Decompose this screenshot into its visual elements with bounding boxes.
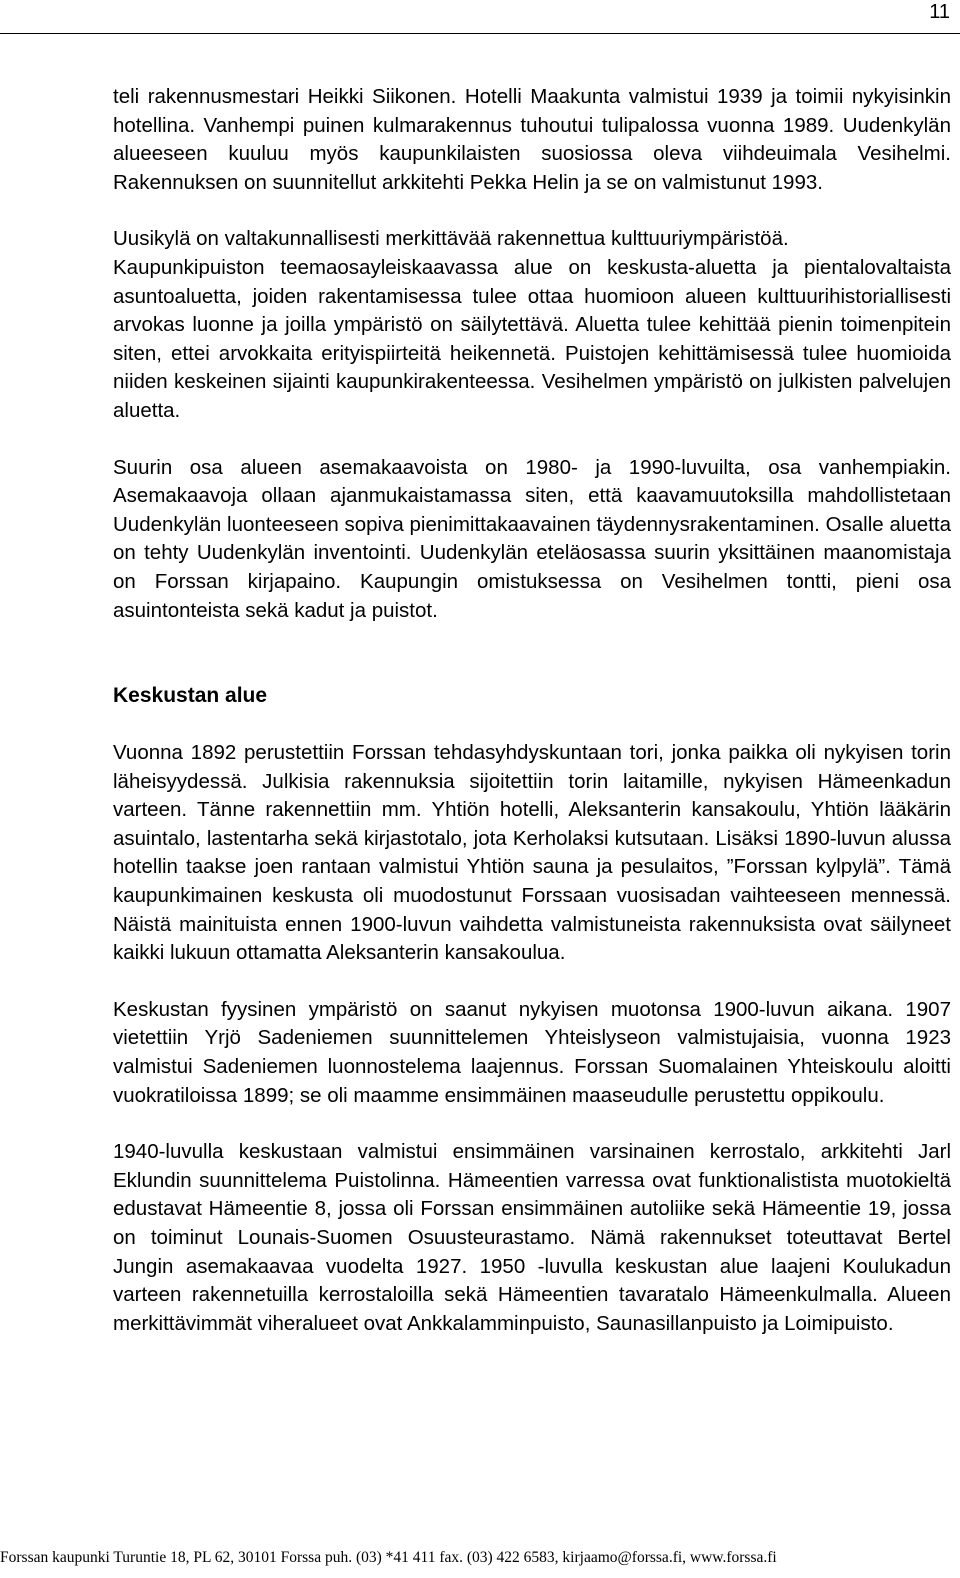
section-heading: Keskustan alue [113,684,268,708]
paragraph-center-history: Vuonna 1892 perustettiin Forssan tehdasyhdyskuntaan tori, jonka paikka oli nykyisen torin läheisyydessä. Julkisia rakennuksia sijoitettiin torin laitamille, nykyisen Hämeenkadun varteen. Tänne rakennettiin mm. Yhtiön hotelli, Aleksanterin kansakoulu, Yhtiön lääkärin asuintalo, lastentarha sekä kirjastotalo, jota Kerholaksi kutsutaan. Lisäksi 1890-luvun alussa hotellin taakse joen rantaan valmistui Yhtiön sauna ja pesulaitos, ”Forssan kylpylä”. Tämä kaupunkimainen keskusta oli muodostunut Forssaan vuosisadan vaihteeseen mennessä. Näistä mainituista ennen 1900-luvun vaihdetta valmistuneista rakennuksista ovat säilyneet kaikki lukuun ottamatta Aleksanterin kansakoulua. [113,741,951,965]
footer-contact: Forssan kaupunki Turuntie 18, PL 62, 30101 Forssa puh. (03) *41 411 fax. (03) 422 6583, kirjaamo@forssa.fi, www.forssa.fi [0,1549,777,1566]
page-number: 11 [929,1,950,23]
paragraph-center-environment: Keskustan fyysinen ympäristö on saanut nykyisen muotonsa 1900-luvun aikana. 1907 vietettiin Yrjö Sadeniemen suunnittelemen Yhteislyseon valmistujaisia, vuonna 1923 valmistui Sadeniemen luonnostelema laajennus. Forssan Suomalainen Yhteiskoulu aloitti vuokratiloissa 1899; se oli maamme ensimmäinen maaseudulle perustettu oppikoulu. [113,997,951,1107]
header-rule [0,33,960,34]
document-body [113,83,951,1338]
paragraph-zoning: Suurin osa alueen asemakaavoista on 1980- ja 1990-luvuilta, osa vanhempiakin. Asemakaavoja ollaan ajanmukaistamassa siten, että kaavamuutoksilla mahdollistetaan Uudenkylän luonteeseen sopiva pienimittakaavainen täydennysrakentaminen. Osalle aluetta on tehty Uudenkylän inventointi. Uudenkylän eteläosassa suurin yksittäinen maanomistaja on Forssan kirjapaino. Kaupungin omistuksessa on Vesihelmen tontti, pieni osa asuintonteista sekä kadut ja puistot. [113,455,951,622]
paragraph-master-plan: Kaupunkipuiston teemaosayleiskaavassa alue on keskusta-aluetta ja pientalovaltaista asuntoaluetta, joiden rakentamisessa tulee ottaa huomioon alueen kulttuurihistoriallisesti arvokas luonne ja joilla ympäristö on säilytettävä. Aluetta tulee kehittää pienin toimenpitein siten, ettei arvokkaita erityispiirteitä heikennetä. Puistojen kehittämisessä tulee huomioida niiden keskeinen sijainti kaupunkirakenteessa. Vesihelmen ympäristö on julkisten palvelujen aluetta. [113,255,951,422]
paragraph-uusikyla-buildings: teli rakennusmestari Heikki Siikonen. Hotelli Maakunta valmistui 1939 ja toimii nykyisinkin hotellina. Vanhempi puinen kulmarakennus tuhoutui tulipalossa vuonna 1989. Uudenkylän alueeseen kuuluu myös kaupunkilaisten suosiossa oleva viihdeuimala Vesihelmi. Rakennuksen on suunnitellut arkkitehti Pekka Helin ja se on valmistunut 1993. [113,85,951,194]
paragraph-center-buildings: 1940-luvulla keskustaan valmistui ensimmäinen varsinainen kerrostalo, arkkitehti Jarl Eklundin suunnittelema Puistolinna. Hämeentien varressa ovat funktionalistista muotokieltä edustavat Hämeentie 8, jossa oli Forssan ensimmäinen autoliike sekä Hämeentie 19, jossa on toiminut Lounais-Suomen Osuusteurastamo. Nämä rakennukset toteuttavat Bertel Jungin asemakaavaa vuodelta 1927. 1950 -luvulla keskustan alue laajeni Koulukadun varteen rakennetuilla kerrostaloilla sekä Hämeentien tavaratalo Hämeenkulmalla. Alueen merkittävimmät viheralueet ovat Ankkalamminpuisto, Saunasillanpuisto ja Loimipuisto. [113,1140,951,1335]
paragraph-cultural-environment: Uusikylä on valtakunnallisesti merkittävää rakennettua kulttuuriympäristöä. [113,227,789,251]
